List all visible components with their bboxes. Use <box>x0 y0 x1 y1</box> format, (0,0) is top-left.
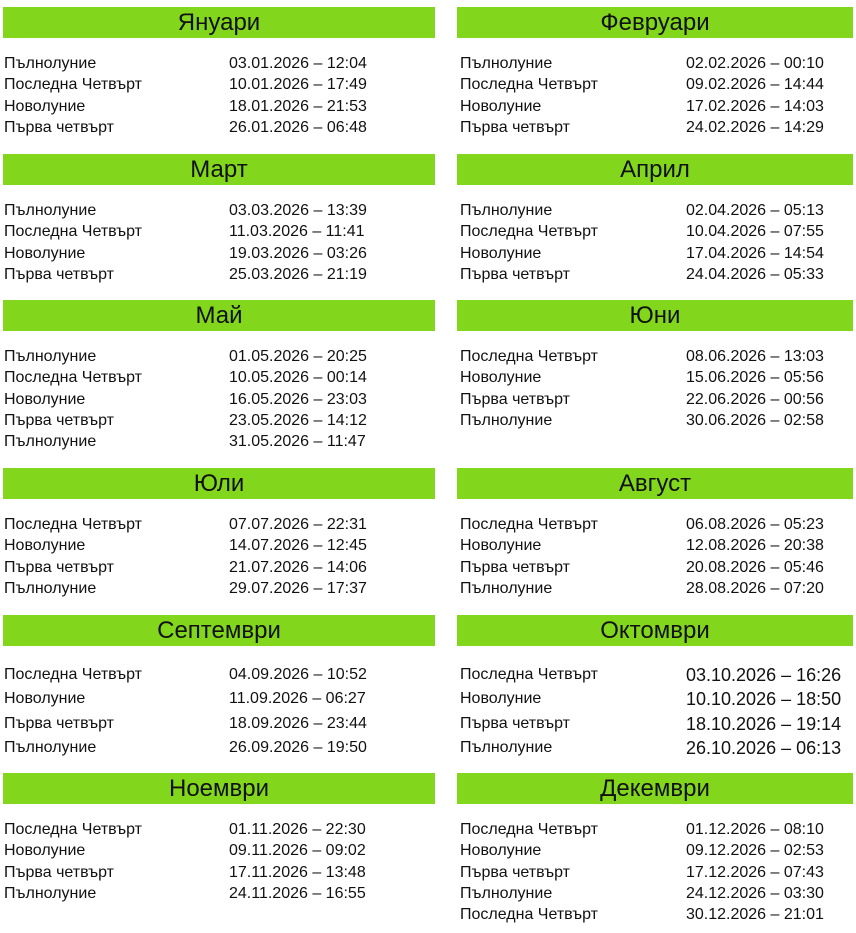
month-title: Ноември <box>3 773 435 804</box>
month-title: Юни <box>457 300 853 331</box>
phase-datetime: 15.06.2026 – 05:56 <box>686 369 824 387</box>
phase-row <box>457 74 853 95</box>
phase-name: Пълнолуние <box>4 348 97 365</box>
phase-row <box>457 96 853 117</box>
phase-datetime: 01.11.2026 – 22:30 <box>229 821 366 838</box>
phase-list <box>3 200 435 285</box>
phase-name: Първа четвърт <box>460 118 570 136</box>
phase-row <box>3 389 435 410</box>
phase-name: Пълнолуние <box>4 884 97 902</box>
phase-name: Първа четвърт <box>460 863 570 881</box>
phase-list <box>457 53 853 138</box>
phase-name: Последна Четвърт <box>4 76 142 94</box>
phase-datetime: 22.06.2026 – 00:56 <box>686 390 824 408</box>
phase-datetime: 10.04.2026 – 07:55 <box>686 223 824 241</box>
phase-row <box>3 712 435 736</box>
phase-datetime: 09.02.2026 – 14:44 <box>686 76 824 94</box>
phase-list <box>3 819 435 904</box>
phase-row <box>457 557 853 578</box>
phase-name: Пълнолуние <box>460 738 553 756</box>
phase-row <box>457 687 853 711</box>
phase-name: Първа четвърт <box>460 714 570 732</box>
phase-datetime: 16.05.2026 – 23:03 <box>229 390 367 408</box>
month-title: Март <box>3 154 435 185</box>
phase-row <box>3 514 435 535</box>
phase-name: Последна Четвърт <box>460 223 598 241</box>
month-title: Септември <box>3 615 435 646</box>
phase-datetime: 24.04.2026 – 05:33 <box>686 265 824 283</box>
phase-datetime: 25.03.2026 – 21:19 <box>229 265 367 283</box>
phase-row <box>457 840 853 861</box>
month-title: Август <box>457 468 853 499</box>
phase-name: Първа четвърт <box>4 265 114 283</box>
month-block-october <box>457 615 853 760</box>
phase-datetime: 14.07.2026 – 12:45 <box>229 537 367 555</box>
phase-datetime: 03.10.2026 – 16:26 <box>686 665 842 685</box>
phase-row <box>3 200 435 221</box>
phase-list <box>3 346 435 452</box>
month-title: Октомври <box>457 615 853 646</box>
phase-row <box>3 346 435 367</box>
month-block-may <box>3 300 435 452</box>
month-title: Юли <box>3 468 435 499</box>
phase-name: Новолуние <box>460 690 542 708</box>
phase-name: Пълнолуние <box>4 738 97 756</box>
phase-list <box>457 819 853 925</box>
phase-name: Последна Четвърт <box>4 369 142 387</box>
phase-name: Новолуние <box>460 244 542 262</box>
phase-name: Първа четвърт <box>4 118 114 136</box>
phase-datetime: 21.07.2026 – 14:06 <box>229 558 367 576</box>
phase-row <box>3 264 435 285</box>
phase-datetime: 11.03.2026 – 11:41 <box>229 223 365 241</box>
month-title: Декември <box>457 773 853 804</box>
phase-row <box>3 221 435 242</box>
phase-row <box>3 840 435 861</box>
phase-name: Последна Четвърт <box>460 516 598 533</box>
phase-list <box>3 53 435 138</box>
phase-datetime: 17.11.2026 – 13:48 <box>229 863 366 881</box>
phase-datetime: 07.07.2026 – 22:31 <box>229 516 367 533</box>
phase-name: Последна Четвърт <box>460 906 598 924</box>
phase-datetime: 03.01.2026 – 12:04 <box>229 55 367 72</box>
month-title: Януари <box>3 7 435 38</box>
phase-name: Последна Четвърт <box>460 666 598 683</box>
phase-name: Новолуние <box>460 97 542 115</box>
phase-name: Новолуние <box>460 842 542 860</box>
phase-name: Новолуние <box>460 369 542 387</box>
phase-row <box>3 117 435 138</box>
phase-name: Последна Четвърт <box>460 348 598 365</box>
phase-row <box>457 578 853 599</box>
phase-datetime: 01.05.2026 – 20:25 <box>229 348 367 365</box>
phase-row <box>3 687 435 711</box>
phase-row <box>3 410 435 431</box>
phase-datetime: 17.02.2026 – 14:03 <box>686 97 824 115</box>
phase-datetime: 02.04.2026 – 05:13 <box>686 202 824 219</box>
phase-row <box>457 243 853 264</box>
phase-name: Последна Четвърт <box>4 223 142 241</box>
phase-row <box>3 819 435 840</box>
phase-datetime: 23.05.2026 – 14:12 <box>229 411 367 429</box>
phase-row <box>457 514 853 535</box>
phase-row <box>457 862 853 883</box>
phase-datetime: 26.09.2026 – 19:50 <box>229 738 367 756</box>
phase-name: Пълнолуние <box>460 411 553 429</box>
phase-name: Пълнолуние <box>460 55 553 72</box>
phase-datetime: 18.01.2026 – 21:53 <box>229 97 367 115</box>
phase-datetime: 20.08.2026 – 05:46 <box>686 558 824 576</box>
phase-row <box>3 243 435 264</box>
month-block-september <box>3 615 435 760</box>
phase-row <box>457 904 853 925</box>
phase-list <box>3 663 435 760</box>
month-title: Февруари <box>457 7 853 38</box>
month-block-january <box>3 7 435 138</box>
phase-name: Последна Четвърт <box>4 821 142 838</box>
phase-datetime: 31.05.2026 – 11:47 <box>229 433 366 451</box>
phase-name: Пълнолуние <box>460 202 553 219</box>
month-block-august <box>457 468 853 599</box>
phase-datetime: 24.02.2026 – 14:29 <box>686 118 824 136</box>
phase-datetime: 18.10.2026 – 19:14 <box>686 713 842 734</box>
month-block-february <box>457 7 853 138</box>
phase-datetime: 10.05.2026 – 00:14 <box>229 369 367 387</box>
phase-list <box>457 663 853 760</box>
phase-row <box>457 200 853 221</box>
phase-datetime: 17.12.2026 – 07:43 <box>686 863 824 881</box>
phase-datetime: 04.09.2026 – 10:52 <box>229 666 367 683</box>
phase-datetime: 24.12.2026 – 03:30 <box>686 884 824 902</box>
phase-datetime: 24.11.2026 – 16:55 <box>229 884 366 902</box>
phase-datetime: 30.12.2026 – 21:01 <box>686 906 824 924</box>
phase-datetime: 26.10.2026 – 06:13 <box>686 737 842 758</box>
phase-name: Новолуние <box>460 537 542 555</box>
phase-row <box>3 862 435 883</box>
phase-datetime: 09.12.2026 – 02:53 <box>686 842 824 860</box>
phase-datetime: 17.04.2026 – 14:54 <box>686 244 824 262</box>
phase-row <box>457 221 853 242</box>
phase-row <box>457 389 853 410</box>
phase-row <box>3 53 435 74</box>
phase-list <box>457 514 853 599</box>
phase-name: Пълнолуние <box>4 433 97 451</box>
phase-name: Пълнолуние <box>4 202 97 219</box>
phase-name: Последна Четвърт <box>460 821 598 838</box>
phase-name: Първа четвърт <box>460 390 570 408</box>
phase-name: Пълнолуние <box>460 884 553 902</box>
phase-list <box>457 346 853 431</box>
phase-name: Първа четвърт <box>4 558 114 576</box>
phase-name: Първа четвърт <box>4 714 114 732</box>
phase-name: Последна Четвърт <box>4 516 142 533</box>
phase-datetime: 06.08.2026 – 05:23 <box>686 516 824 533</box>
phase-row <box>3 431 435 452</box>
phase-datetime: 30.06.2026 – 02:58 <box>686 411 824 429</box>
phase-row <box>457 367 853 388</box>
phase-name: Новолуние <box>4 244 86 262</box>
phase-datetime: 18.09.2026 – 23:44 <box>229 714 367 732</box>
phase-row <box>457 410 853 431</box>
phase-datetime: 01.12.2026 – 08:10 <box>686 821 824 838</box>
phase-name: Новолуние <box>4 390 86 408</box>
phase-row <box>457 264 853 285</box>
phase-datetime: 26.01.2026 – 06:48 <box>229 118 367 136</box>
phase-row <box>457 663 853 687</box>
phase-name: Първа четвърт <box>4 863 114 881</box>
phase-name: Новолуние <box>4 842 86 860</box>
month-block-april <box>457 154 853 285</box>
phase-datetime: 10.01.2026 – 17:49 <box>229 76 367 94</box>
phase-row <box>3 557 435 578</box>
phase-row <box>3 96 435 117</box>
phase-row <box>457 53 853 74</box>
phase-datetime: 10.10.2026 – 18:50 <box>686 689 842 710</box>
phase-datetime: 19.03.2026 – 03:26 <box>229 244 367 262</box>
phase-row <box>457 819 853 840</box>
phase-row <box>457 535 853 556</box>
phase-row <box>3 578 435 599</box>
phase-row <box>3 883 435 904</box>
phase-datetime: 09.11.2026 – 09:02 <box>229 842 366 860</box>
month-block-november <box>3 773 435 904</box>
phase-list <box>3 514 435 599</box>
phase-datetime: 11.09.2026 – 06:27 <box>229 690 366 708</box>
phase-row <box>3 663 435 687</box>
month-title: Април <box>457 154 853 185</box>
phase-row <box>457 712 853 736</box>
phase-row <box>3 74 435 95</box>
phase-row <box>457 117 853 138</box>
phase-row <box>3 367 435 388</box>
phase-row <box>457 736 853 760</box>
phase-name: Първа четвърт <box>460 558 570 576</box>
month-title: Май <box>3 300 435 331</box>
phase-row <box>457 883 853 904</box>
phase-name: Последна Четвърт <box>4 666 142 683</box>
phase-datetime: 12.08.2026 – 20:38 <box>686 537 824 555</box>
phase-name: Последна Четвърт <box>460 76 598 94</box>
month-block-june <box>457 300 853 431</box>
phase-datetime: 08.06.2026 – 13:03 <box>686 348 824 365</box>
phase-name: Първа четвърт <box>460 265 570 283</box>
phase-datetime: 28.08.2026 – 07:20 <box>686 579 824 597</box>
phase-name: Пълнолуние <box>4 579 97 597</box>
month-block-july <box>3 468 435 599</box>
phase-datetime: 02.02.2026 – 00:10 <box>686 55 824 72</box>
month-block-march <box>3 154 435 285</box>
phase-name: Пълнолуние <box>4 55 97 72</box>
phase-name: Новолуние <box>4 97 86 115</box>
phase-datetime: 29.07.2026 – 17:37 <box>229 579 367 597</box>
phase-name: Пълнолуние <box>460 579 553 597</box>
phase-row <box>457 346 853 367</box>
month-block-december <box>457 773 853 925</box>
phase-name: Първа четвърт <box>4 411 114 429</box>
phase-list <box>457 200 853 285</box>
phase-row <box>3 535 435 556</box>
phase-row <box>3 736 435 760</box>
phase-name: Новолуние <box>4 690 86 708</box>
phase-datetime: 03.03.2026 – 13:39 <box>229 202 367 219</box>
phase-name: Новолуние <box>4 537 86 555</box>
